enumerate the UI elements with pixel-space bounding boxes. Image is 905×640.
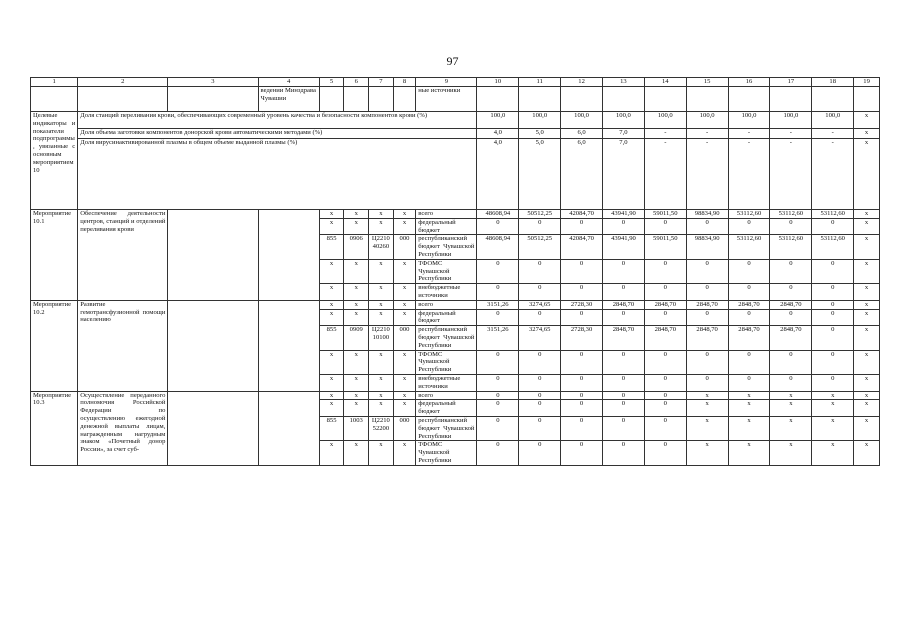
code-expense: х bbox=[393, 400, 416, 417]
funding-source: внебюджетные источники bbox=[416, 284, 477, 301]
year-value: х bbox=[770, 441, 812, 465]
year-value: 2848,70 bbox=[728, 300, 770, 309]
year-value: 0 bbox=[644, 309, 686, 326]
year-value: 0 bbox=[728, 350, 770, 374]
column-number: 7 bbox=[369, 78, 394, 87]
year-value: 43941,90 bbox=[603, 210, 645, 219]
year-value: х bbox=[686, 441, 728, 465]
year-value: 0 bbox=[477, 350, 519, 374]
funding-source: всего bbox=[416, 210, 477, 219]
code-section: х bbox=[344, 400, 369, 417]
year-value: 2848,70 bbox=[644, 300, 686, 309]
target-value: 100,0 bbox=[561, 112, 603, 129]
code-target: х bbox=[369, 309, 394, 326]
funding-source: федеральный бюджет bbox=[416, 309, 477, 326]
year-value: 0 bbox=[519, 391, 561, 400]
year-value: 0 bbox=[728, 374, 770, 391]
year-value: 0 bbox=[603, 391, 645, 400]
row-last: х bbox=[854, 218, 880, 235]
year-value: х bbox=[770, 391, 812, 400]
code-expense: х bbox=[393, 374, 416, 391]
row-last: х bbox=[854, 400, 880, 417]
year-value: х bbox=[728, 400, 770, 417]
code-section: 0909 bbox=[344, 326, 369, 350]
year-value: 0 bbox=[477, 309, 519, 326]
code-section: х bbox=[344, 441, 369, 465]
row-last: х bbox=[854, 350, 880, 374]
code-expense: х bbox=[393, 391, 416, 400]
year-value: 0 bbox=[812, 218, 854, 235]
column-number: 15 bbox=[686, 78, 728, 87]
year-value: 0 bbox=[519, 284, 561, 301]
row-last: х bbox=[854, 374, 880, 391]
year-value: 0 bbox=[686, 350, 728, 374]
target-value: - bbox=[686, 139, 728, 210]
year-value: 0 bbox=[561, 391, 603, 400]
target-value: - bbox=[728, 129, 770, 139]
year-value: 0 bbox=[519, 416, 561, 440]
column-number: 3 bbox=[168, 78, 258, 87]
year-value: 0 bbox=[644, 416, 686, 440]
year-value: 0 bbox=[603, 400, 645, 417]
target-value: 100,0 bbox=[644, 112, 686, 129]
year-value: 0 bbox=[812, 326, 854, 350]
column-number: 11 bbox=[519, 78, 561, 87]
year-value: 0 bbox=[686, 374, 728, 391]
measure-col3 bbox=[168, 300, 258, 391]
year-value: х bbox=[686, 416, 728, 440]
column-number: 19 bbox=[854, 78, 880, 87]
year-value: 0 bbox=[477, 441, 519, 465]
year-value: 0 bbox=[477, 218, 519, 235]
year-value: 2728,30 bbox=[561, 300, 603, 309]
carry-col9: ные источники bbox=[416, 87, 477, 112]
year-value: х bbox=[728, 441, 770, 465]
column-number: 4 bbox=[258, 78, 319, 87]
column-number: 18 bbox=[812, 78, 854, 87]
year-value: х bbox=[770, 400, 812, 417]
measure-row bbox=[31, 300, 880, 309]
year-value: 0 bbox=[644, 441, 686, 465]
row-last: х bbox=[854, 210, 880, 219]
year-value: 0 bbox=[812, 309, 854, 326]
funding-source: всего bbox=[416, 391, 477, 400]
code-expense: 000 bbox=[393, 235, 416, 259]
code-target: х bbox=[369, 400, 394, 417]
funding-source: федеральный бюджет bbox=[416, 218, 477, 235]
code-target: Ц2210 40260 bbox=[369, 235, 394, 259]
code-expense: х bbox=[393, 259, 416, 283]
column-number: 13 bbox=[603, 78, 645, 87]
column-number: 14 bbox=[644, 78, 686, 87]
year-value: 0 bbox=[477, 391, 519, 400]
carry-over-row bbox=[31, 87, 880, 112]
funding-source: ТФОМС Чувашской Республики bbox=[416, 350, 477, 374]
year-value: 53112,60 bbox=[770, 235, 812, 259]
code-section: х bbox=[344, 309, 369, 326]
row-last: х bbox=[854, 284, 880, 301]
code-target: х bbox=[369, 441, 394, 465]
code-expense: х bbox=[393, 218, 416, 235]
year-value: 0 bbox=[561, 416, 603, 440]
year-value: 98834,90 bbox=[686, 210, 728, 219]
code-section: х bbox=[344, 284, 369, 301]
column-number: 17 bbox=[770, 78, 812, 87]
code-target: Ц2210 52200 bbox=[369, 416, 394, 440]
measure-name: Осуществление переданного полномочия Российской Федерации по осуществлению ежегодной денежной выплаты лицам, награжденным нагрудным знаком «Почетный донор России», за счет суб- bbox=[78, 391, 168, 465]
target-value: 5,0 bbox=[519, 129, 561, 139]
year-value: х bbox=[812, 416, 854, 440]
measure-col3 bbox=[168, 210, 258, 301]
measure-col4 bbox=[258, 210, 319, 301]
year-value: 0 bbox=[812, 284, 854, 301]
code-section: х bbox=[344, 218, 369, 235]
code-target: х bbox=[369, 259, 394, 283]
target-value: 4,0 bbox=[477, 129, 519, 139]
year-value: 0 bbox=[561, 350, 603, 374]
target-last: х bbox=[854, 112, 880, 129]
code-grbs: х bbox=[319, 300, 344, 309]
year-value: 53112,60 bbox=[728, 235, 770, 259]
code-target: х bbox=[369, 300, 394, 309]
year-value: 0 bbox=[728, 259, 770, 283]
target-name: Доля вирусинактивированной плазмы в общем объеме выданной плазмы (%) bbox=[78, 139, 477, 210]
column-number: 6 bbox=[344, 78, 369, 87]
year-value: 0 bbox=[477, 374, 519, 391]
column-number: 2 bbox=[78, 78, 168, 87]
row-last: х bbox=[854, 235, 880, 259]
row-last: х bbox=[854, 441, 880, 465]
code-target: х bbox=[369, 374, 394, 391]
year-value: 0 bbox=[603, 416, 645, 440]
year-value: 0 bbox=[686, 309, 728, 326]
year-value: 0 bbox=[812, 259, 854, 283]
row-last: х bbox=[854, 309, 880, 326]
year-value: 0 bbox=[561, 309, 603, 326]
code-expense: х bbox=[393, 284, 416, 301]
year-value: 0 bbox=[644, 218, 686, 235]
column-number: 5 bbox=[319, 78, 344, 87]
year-value: 0 bbox=[603, 350, 645, 374]
column-number: 8 bbox=[393, 78, 416, 87]
code-target: х bbox=[369, 210, 394, 219]
code-target: Ц2210 10100 bbox=[369, 326, 394, 350]
code-section: х bbox=[344, 391, 369, 400]
page-number: 97 bbox=[446, 54, 459, 68]
year-value: 0 bbox=[770, 350, 812, 374]
year-value: 59011,50 bbox=[644, 210, 686, 219]
code-expense: х bbox=[393, 441, 416, 465]
row-last: х bbox=[854, 259, 880, 283]
year-value: 0 bbox=[561, 400, 603, 417]
year-value: 0 bbox=[644, 350, 686, 374]
year-value: 0 bbox=[477, 284, 519, 301]
year-value: 42084,70 bbox=[561, 210, 603, 219]
year-value: 0 bbox=[603, 309, 645, 326]
target-value: 100,0 bbox=[812, 112, 854, 129]
column-number: 1 bbox=[31, 78, 78, 87]
year-value: 0 bbox=[812, 300, 854, 309]
code-grbs: х bbox=[319, 210, 344, 219]
target-value: 7,0 bbox=[603, 129, 645, 139]
year-value: 98834,90 bbox=[686, 235, 728, 259]
year-value: х bbox=[686, 391, 728, 400]
year-value: 0 bbox=[519, 309, 561, 326]
code-grbs: х bbox=[319, 284, 344, 301]
year-value: 0 bbox=[603, 441, 645, 465]
code-section: х bbox=[344, 259, 369, 283]
funding-source: республиканский бюджет Чувашской Республики bbox=[416, 235, 477, 259]
code-expense: х bbox=[393, 300, 416, 309]
measure-label: Мероприятие 10.1 bbox=[31, 210, 78, 301]
column-number: 10 bbox=[477, 78, 519, 87]
column-number: 16 bbox=[728, 78, 770, 87]
target-row bbox=[31, 129, 880, 139]
row-last: х bbox=[854, 300, 880, 309]
code-grbs: х bbox=[319, 391, 344, 400]
column-number: 12 bbox=[561, 78, 603, 87]
row-last: х bbox=[854, 326, 880, 350]
year-value: 2848,70 bbox=[770, 300, 812, 309]
year-value: 2848,70 bbox=[603, 300, 645, 309]
year-value: 48608,94 bbox=[477, 235, 519, 259]
funding-source: республиканский бюджет Чувашской Республики bbox=[416, 416, 477, 440]
year-value: х bbox=[686, 400, 728, 417]
budget-table bbox=[30, 77, 880, 466]
target-value: - bbox=[770, 129, 812, 139]
code-section: х bbox=[344, 374, 369, 391]
code-grbs: 855 bbox=[319, 326, 344, 350]
measure-name: Обеспечение деятельности центров, станций и отделений переливания крови bbox=[78, 210, 168, 301]
year-value: 0 bbox=[644, 259, 686, 283]
target-value: - bbox=[770, 139, 812, 210]
code-grbs: 855 bbox=[319, 416, 344, 440]
year-value: 0 bbox=[477, 259, 519, 283]
year-value: 0 bbox=[519, 400, 561, 417]
year-value: 0 bbox=[477, 416, 519, 440]
code-grbs: х bbox=[319, 218, 344, 235]
code-section: 0906 bbox=[344, 235, 369, 259]
year-value: 2728,30 bbox=[561, 326, 603, 350]
code-grbs: х bbox=[319, 400, 344, 417]
year-value: 0 bbox=[644, 391, 686, 400]
code-grbs: 855 bbox=[319, 235, 344, 259]
year-value: 50512,25 bbox=[519, 210, 561, 219]
target-value: 5,0 bbox=[519, 139, 561, 210]
year-value: 3151,26 bbox=[477, 300, 519, 309]
code-grbs: х bbox=[319, 374, 344, 391]
column-number-row bbox=[31, 78, 880, 87]
measure-col4 bbox=[258, 300, 319, 391]
year-value: 0 bbox=[812, 350, 854, 374]
year-value: 0 bbox=[561, 374, 603, 391]
year-value: 3274,65 bbox=[519, 326, 561, 350]
target-value: 6,0 bbox=[561, 129, 603, 139]
row-last: х bbox=[854, 416, 880, 440]
code-expense: 000 bbox=[393, 416, 416, 440]
year-value: 0 bbox=[603, 259, 645, 283]
target-value: 7,0 bbox=[603, 139, 645, 210]
year-value: 0 bbox=[561, 441, 603, 465]
year-value: 0 bbox=[519, 441, 561, 465]
code-section: 1003 bbox=[344, 416, 369, 440]
target-row bbox=[31, 139, 880, 210]
target-value: 100,0 bbox=[519, 112, 561, 129]
code-target: х bbox=[369, 350, 394, 374]
measure-row bbox=[31, 210, 880, 219]
year-value: 0 bbox=[770, 259, 812, 283]
year-value: 0 bbox=[603, 284, 645, 301]
year-value: 0 bbox=[644, 374, 686, 391]
year-value: х bbox=[728, 416, 770, 440]
funding-source: всего bbox=[416, 300, 477, 309]
year-value: 53112,60 bbox=[770, 210, 812, 219]
year-value: х bbox=[770, 416, 812, 440]
year-value: 3151,26 bbox=[477, 326, 519, 350]
year-value: х bbox=[812, 400, 854, 417]
funding-source: внебюджетные источники bbox=[416, 374, 477, 391]
year-value: 53112,60 bbox=[812, 235, 854, 259]
target-value: - bbox=[644, 139, 686, 210]
measure-col4 bbox=[258, 391, 319, 465]
year-value: 0 bbox=[519, 218, 561, 235]
year-value: 0 bbox=[728, 284, 770, 301]
code-target: х bbox=[369, 284, 394, 301]
targets-label: Целевые индикаторы и показатели подпрограммы, увязанные с основным мероприятием 10 bbox=[31, 112, 78, 210]
year-value: 0 bbox=[686, 284, 728, 301]
year-value: 50512,25 bbox=[519, 235, 561, 259]
code-grbs: х bbox=[319, 350, 344, 374]
year-value: 53112,60 bbox=[812, 210, 854, 219]
code-expense: х bbox=[393, 350, 416, 374]
year-value: 2848,70 bbox=[728, 326, 770, 350]
measure-name: Развитие гемотрансфузионной помощи населению bbox=[78, 300, 168, 391]
year-value: 0 bbox=[728, 218, 770, 235]
target-value: - bbox=[644, 129, 686, 139]
measure-label: Мероприятие 10.2 bbox=[31, 300, 78, 391]
year-value: 0 bbox=[686, 259, 728, 283]
code-section: х bbox=[344, 300, 369, 309]
funding-source: ТФОМС Чувашской Республики bbox=[416, 259, 477, 283]
target-value: 100,0 bbox=[477, 112, 519, 129]
code-target: х bbox=[369, 218, 394, 235]
year-value: 0 bbox=[644, 400, 686, 417]
year-value: 53112,60 bbox=[728, 210, 770, 219]
code-section: х bbox=[344, 350, 369, 374]
carry-col4: ведении Минздрава Чувашии bbox=[258, 87, 319, 112]
year-value: 0 bbox=[477, 400, 519, 417]
year-value: 42084,70 bbox=[561, 235, 603, 259]
year-value: 0 bbox=[519, 259, 561, 283]
target-value: 4,0 bbox=[477, 139, 519, 210]
year-value: 2848,70 bbox=[770, 326, 812, 350]
target-value: - bbox=[686, 129, 728, 139]
target-last: х bbox=[854, 129, 880, 139]
year-value: 0 bbox=[561, 284, 603, 301]
year-value: 0 bbox=[770, 218, 812, 235]
row-last: х bbox=[854, 391, 880, 400]
year-value: 0 bbox=[519, 350, 561, 374]
code-expense: х bbox=[393, 309, 416, 326]
year-value: 0 bbox=[812, 374, 854, 391]
year-value: 2848,70 bbox=[644, 326, 686, 350]
year-value: х bbox=[812, 391, 854, 400]
year-value: 0 bbox=[561, 218, 603, 235]
code-expense: х bbox=[393, 210, 416, 219]
year-value: 2848,70 bbox=[603, 326, 645, 350]
year-value: 0 bbox=[561, 259, 603, 283]
measure-col3 bbox=[168, 391, 258, 465]
measure-label: Мероприятие 10.3 bbox=[31, 391, 78, 465]
year-value: 59011,50 bbox=[644, 235, 686, 259]
code-grbs: х bbox=[319, 441, 344, 465]
year-value: х bbox=[812, 441, 854, 465]
year-value: 0 bbox=[770, 309, 812, 326]
target-value: - bbox=[812, 139, 854, 210]
year-value: 3274,65 bbox=[519, 300, 561, 309]
target-value: 6,0 bbox=[561, 139, 603, 210]
measure-row bbox=[31, 391, 880, 400]
year-value: 0 bbox=[686, 218, 728, 235]
target-name: Доля объема заготовки компонентов донорской крови автоматическими методами (%) bbox=[78, 129, 477, 139]
target-row bbox=[31, 112, 880, 129]
funding-source: ТФОМС Чувашской Республики bbox=[416, 441, 477, 465]
year-value: 0 bbox=[603, 374, 645, 391]
code-target: х bbox=[369, 391, 394, 400]
year-value: х bbox=[728, 391, 770, 400]
code-grbs: х bbox=[319, 259, 344, 283]
target-value: 100,0 bbox=[770, 112, 812, 129]
target-name: Доля станций переливания крови, обеспечивающих современный уровень качества и безопасности компонентов крови (%) bbox=[78, 112, 477, 129]
target-last: х bbox=[854, 139, 880, 210]
year-value: 2848,70 bbox=[686, 326, 728, 350]
year-value: 0 bbox=[728, 309, 770, 326]
code-expense: 000 bbox=[393, 326, 416, 350]
target-value: 100,0 bbox=[686, 112, 728, 129]
target-value: 100,0 bbox=[603, 112, 645, 129]
year-value: 0 bbox=[603, 218, 645, 235]
code-grbs: х bbox=[319, 309, 344, 326]
year-value: 2848,70 bbox=[686, 300, 728, 309]
funding-source: федеральный бюджет bbox=[416, 400, 477, 417]
year-value: 0 bbox=[770, 284, 812, 301]
year-value: 43941,90 bbox=[603, 235, 645, 259]
target-value: 100,0 bbox=[728, 112, 770, 129]
year-value: 0 bbox=[644, 284, 686, 301]
funding-source: республиканский бюджет Чувашской Республики bbox=[416, 326, 477, 350]
year-value: 0 bbox=[770, 374, 812, 391]
code-section: х bbox=[344, 210, 369, 219]
column-number: 9 bbox=[416, 78, 477, 87]
target-value: - bbox=[812, 129, 854, 139]
target-value: - bbox=[728, 139, 770, 210]
year-value: 48608,94 bbox=[477, 210, 519, 219]
year-value: 0 bbox=[519, 374, 561, 391]
